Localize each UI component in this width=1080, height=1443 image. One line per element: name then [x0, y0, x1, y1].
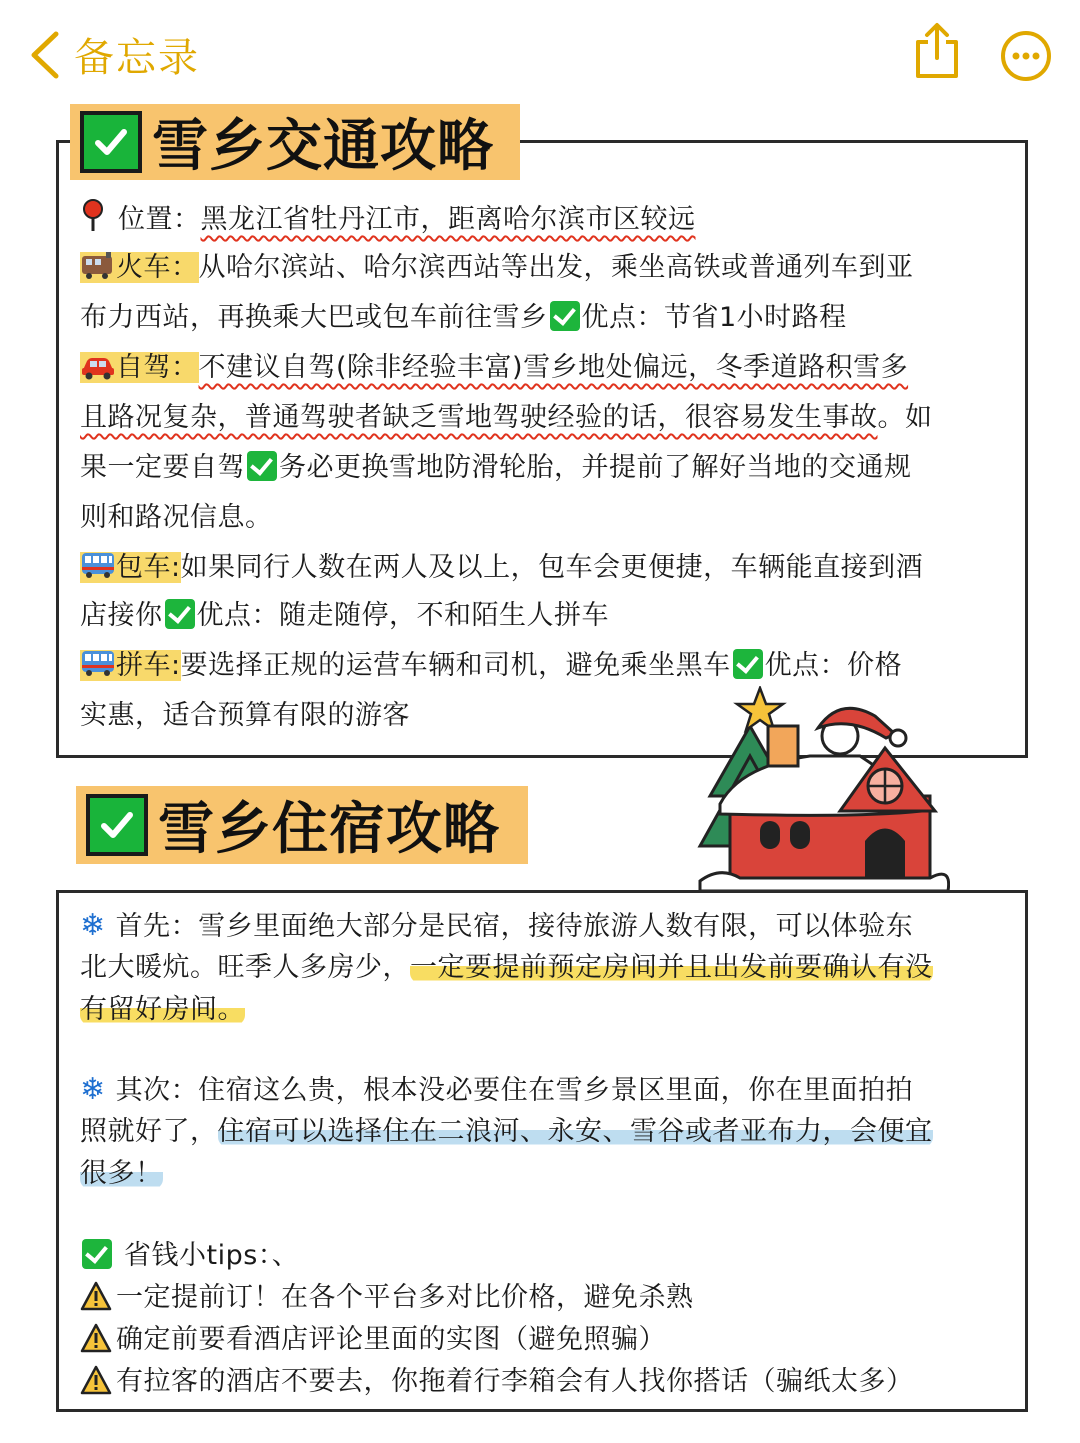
- drive-text-1: 不建议自驾(除非经验丰富)雪乡地处偏远，冬季道路积雪多: [198, 352, 909, 383]
- drive-text-2b: 。如: [877, 402, 933, 433]
- drive-line-3: [80, 448, 912, 488]
- drive-text-3b: 务必更换雪地防滑轮胎，并提前了解好当地的交通规: [279, 452, 912, 483]
- accommodation-title-banner: [76, 786, 528, 864]
- snowflake-icon: ❄: [80, 908, 106, 943]
- carpool-text-1: 要选择正规的运营车辆和司机，避免乘坐黑车: [180, 650, 731, 681]
- christmas-house-illustration: [690, 686, 950, 896]
- tip-item: [80, 1362, 914, 1402]
- carpool-advantage: 优点：价格: [764, 650, 903, 681]
- tip-text: 有拉客的酒店不要去，你拖着行李箱会有人找你搭话（骗纸太多）: [116, 1366, 914, 1397]
- pin-icon: [80, 198, 106, 232]
- second-line-2: [80, 1112, 933, 1152]
- carpool-text-2: 实惠，适合预算有限的游客: [80, 700, 410, 731]
- first-line-2: [80, 948, 933, 988]
- charter-label-wrap: [80, 552, 181, 583]
- tip-item: [80, 1320, 666, 1360]
- first-text-2a: 北大暖炕。旺季人多房少，: [80, 952, 410, 983]
- check-icon: [82, 1239, 112, 1269]
- bus-icon: [80, 550, 116, 580]
- share-icon[interactable]: [912, 22, 962, 80]
- carpool-line-1: [80, 646, 902, 686]
- tip-text: 确定前要看酒店评论里面的实图（避免照骗）: [116, 1324, 666, 1355]
- second-text-1: 其次：住宿这么贵，根本没必要住在雪乡景区里面，你在里面拍拍: [115, 1075, 914, 1106]
- transport-title: 雪乡交通攻略: [152, 114, 494, 179]
- bus-icon: [80, 648, 116, 678]
- first-highlight-2: 有留好房间。: [80, 994, 245, 1025]
- tip-item: [80, 1278, 694, 1318]
- check-icon: [165, 599, 195, 629]
- car-icon: [80, 352, 116, 380]
- charter-text-2: 店接你: [80, 600, 163, 631]
- check-icon: [80, 111, 142, 173]
- train-label: 火车：: [116, 252, 199, 283]
- tip-text: 一定提前订！在各个平台多对比价格，避免杀熟: [116, 1282, 694, 1313]
- transport-title-banner: [70, 104, 520, 180]
- carpool-label: 拼车:: [116, 650, 181, 681]
- location-line: [80, 198, 696, 240]
- location-value: 黑龙江省牡丹江市，距离哈尔滨市区较远: [200, 204, 696, 235]
- tips-heading-line: [80, 1236, 299, 1276]
- drive-label-wrap: [80, 352, 199, 383]
- charter-label: 包车:: [116, 552, 181, 583]
- location-label: 位置：: [118, 204, 201, 235]
- chevron-left-icon[interactable]: [26, 30, 66, 80]
- carpool-line-2: [80, 696, 410, 736]
- second-text-2a: 照就好了，: [80, 1116, 218, 1147]
- second-highlight-2: 很多！: [80, 1158, 163, 1189]
- second-line-1: [80, 1070, 913, 1111]
- warning-icon: [80, 1365, 112, 1395]
- train-label-wrap: [80, 252, 199, 283]
- train-line-2: [80, 298, 847, 338]
- back-button[interactable]: 备忘录: [74, 35, 200, 81]
- navigation-bar: [0, 0, 1080, 110]
- check-icon: [550, 301, 580, 331]
- first-line-3: [80, 990, 245, 1030]
- train-line-1: [80, 248, 914, 288]
- second-line-3: [80, 1154, 163, 1194]
- carpool-label-wrap: [80, 650, 181, 681]
- charter-line-1: [80, 548, 923, 588]
- drive-text-4: 则和路况信息。: [80, 502, 273, 533]
- first-highlight: 一定要提前预定房间并且出发前要确认有没: [410, 952, 933, 983]
- check-icon: [86, 794, 148, 856]
- drive-line-2: [80, 398, 933, 438]
- drive-label: 自驾：: [116, 352, 199, 383]
- warning-icon: [80, 1323, 112, 1353]
- more-options-icon[interactable]: [1000, 30, 1052, 82]
- first-text-1: 首先：雪乡里面绝大部分是民宿，接待旅游人数有限，可以体验东: [115, 911, 914, 942]
- charter-line-2: [80, 596, 609, 636]
- second-highlight: 住宿可以选择住在二浪河、永安、雪谷或者亚布力，会便宜: [217, 1116, 933, 1147]
- train-icon: [80, 250, 116, 280]
- check-icon: [733, 649, 763, 679]
- first-line-1: [80, 906, 913, 947]
- train-advantage: 优点：节省1小时路程: [581, 302, 847, 333]
- charter-text-1: 如果同行人数在两人及以上，包车会更便捷，车辆能直接到酒: [180, 552, 924, 583]
- drive-line-4: [80, 498, 273, 538]
- drive-text-3a: 果一定要自驾: [80, 452, 245, 483]
- train-text-2: 布力西站，再换乘大巴或包车前往雪乡: [80, 302, 548, 333]
- accommodation-title: 雪乡住宿攻略: [158, 797, 500, 862]
- train-text-1: 从哈尔滨站、哈尔滨西站等出发，乘坐高铁或普通列车到亚: [198, 252, 914, 283]
- tips-heading: 省钱小tips：、: [124, 1240, 300, 1271]
- drive-line-1: [80, 348, 908, 388]
- drive-text-2: 且路况复杂，普通驾驶者缺乏雪地驾驶经验的话，很容易发生事故: [80, 402, 878, 433]
- snowflake-icon: ❄: [80, 1072, 106, 1107]
- check-icon: [247, 451, 277, 481]
- warning-icon: [80, 1281, 112, 1311]
- charter-advantage: 优点：随走随停，不和陌生人拼车: [196, 600, 609, 631]
